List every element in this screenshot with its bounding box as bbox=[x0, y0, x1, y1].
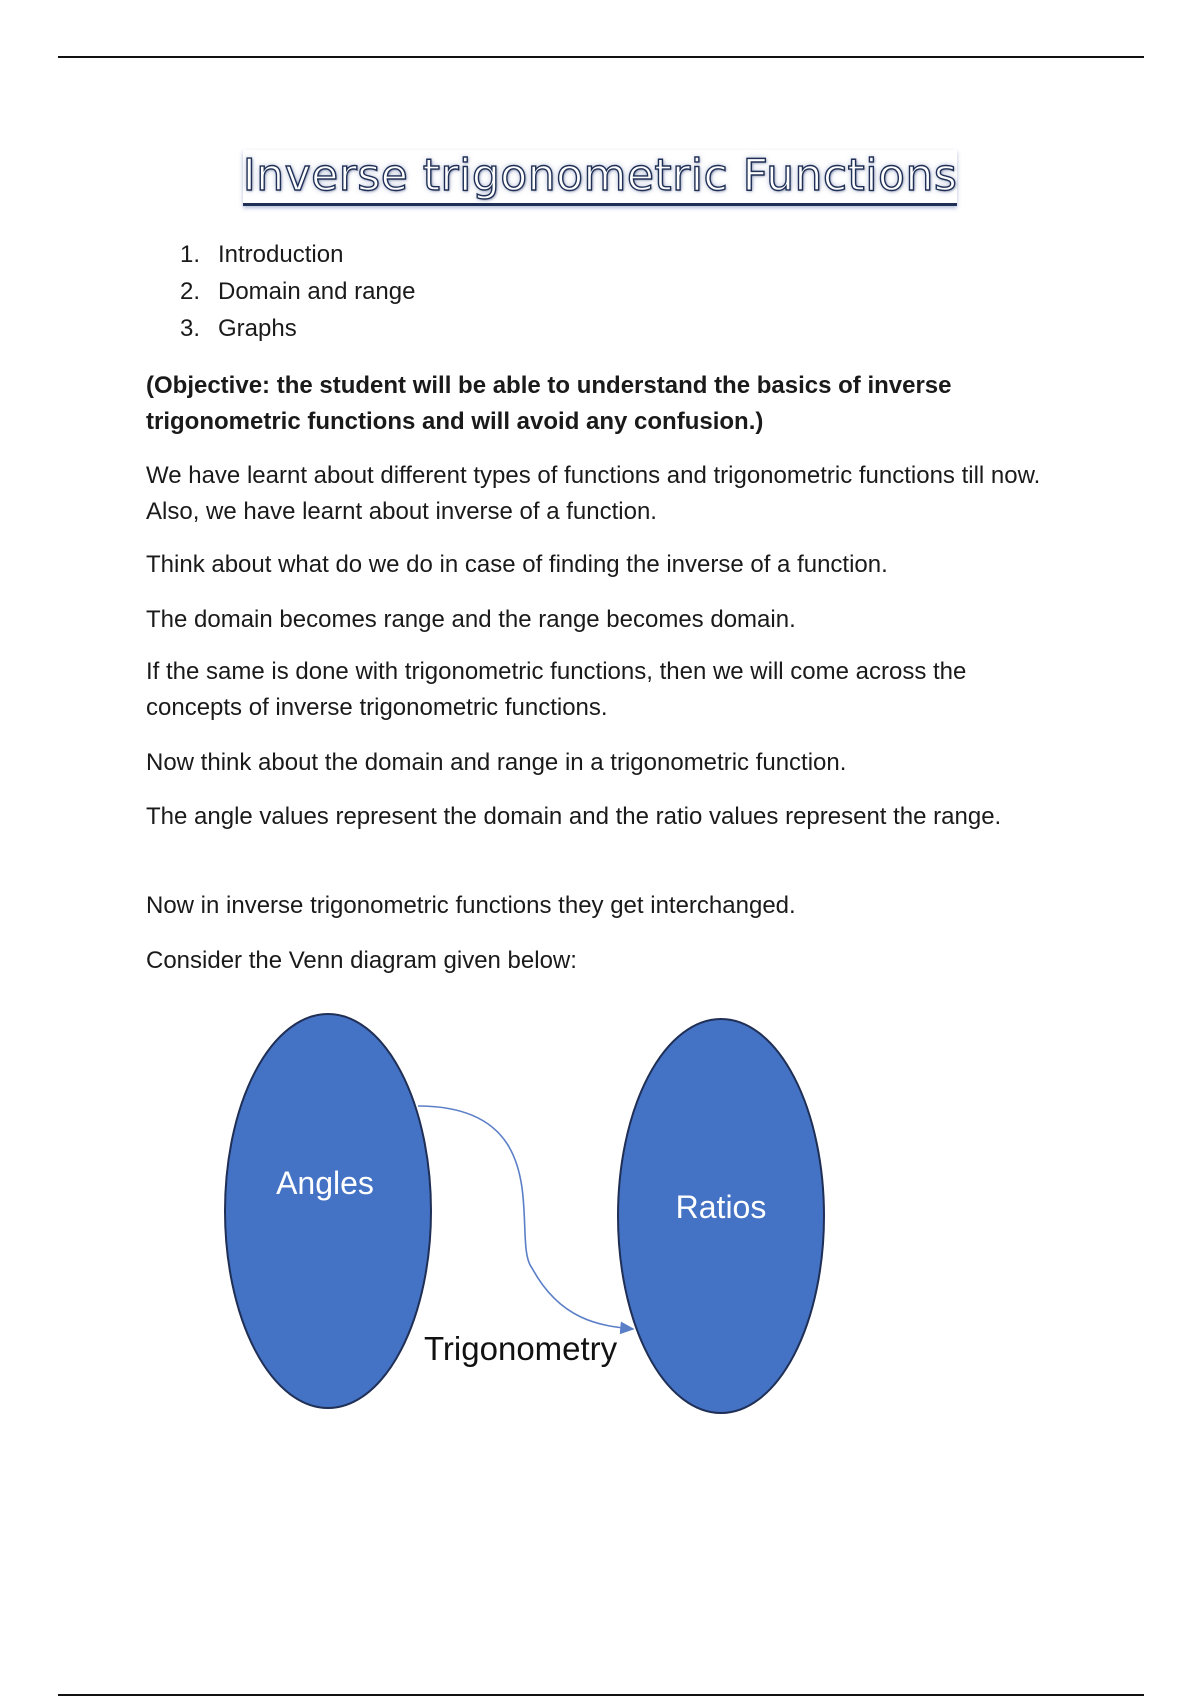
paragraph: The angle values represent the domain and the ratio values represent the range. bbox=[146, 803, 1002, 830]
paragraph: The domain becomes range and the range becomes domain. bbox=[146, 606, 796, 633]
trigonometry-label: Trigonometry bbox=[424, 1330, 618, 1367]
angles-set bbox=[225, 1014, 431, 1408]
list-item: 2. Domain and range bbox=[180, 278, 416, 305]
objective-text: (Objective: the student will be able to understand the basics of inverse trigonometric functions and will avoid any confusion.) bbox=[146, 372, 952, 435]
page-title: Inverse trigonometric Functions bbox=[0, 150, 1200, 206]
paragraph: If the same is done with trigonometric functions, then we will come across the concepts of inverse trigonometric functions. bbox=[146, 658, 967, 721]
paragraph: Think about what do we do in case of finding the inverse of a function. bbox=[146, 551, 888, 578]
paragraph: We have learnt about different types of functions and trigonometric functions till now. Also, we have learnt about inverse of a function. bbox=[146, 462, 1041, 525]
paragraph: Consider the Venn diagram given below: bbox=[146, 947, 577, 974]
mapping-arrow bbox=[418, 1106, 633, 1329]
paragraph: Now think about the domain and range in a trigonometric function. bbox=[146, 749, 847, 776]
list-item: 1. Introduction bbox=[180, 241, 344, 268]
list-item: 3. Graphs bbox=[180, 315, 297, 342]
ratios-label: Ratios bbox=[675, 1189, 767, 1225]
angles-label: Angles bbox=[276, 1165, 374, 1201]
bottom-rule bbox=[58, 1694, 1144, 1696]
paragraph: Now in inverse trigonometric functions they get interchanged. bbox=[146, 892, 796, 919]
